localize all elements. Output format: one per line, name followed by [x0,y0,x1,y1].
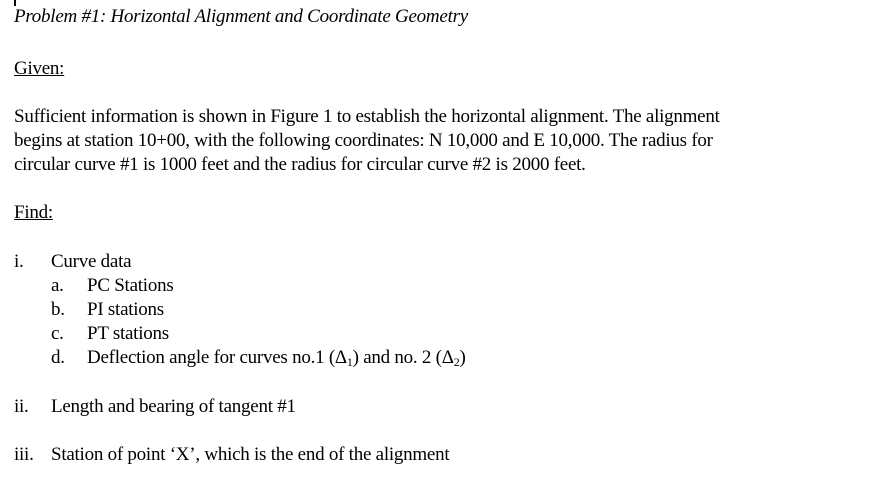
sublist-marker: d. [51,347,65,368]
sublist-item-pi-stations: PI stations [87,299,164,320]
sublist-item-pc-stations: PC Stations [87,275,174,296]
list-item-curve-data: Curve data [51,251,132,272]
sublist-marker: a. [51,275,64,296]
sublist-marker: b. [51,299,65,320]
delta-subscript-2: 2 [453,355,460,369]
delta-subscript-1: 1 [346,355,353,369]
list-marker: iii. [14,444,34,465]
sublist-marker: c. [51,323,64,344]
deflection-text-end: ) [459,347,466,368]
sublist-item-pt-stations: PT stations [87,323,169,344]
list-marker: ii. [14,396,29,417]
given-line: circular curve #1 is 1000 feet and the radius for circular curve #2 is 2000 feet. [14,154,586,175]
sublist-item-deflection-angle [87,347,466,369]
given-paragraph [14,105,720,177]
deflection-text-mid: ) and no. 2 (Δ [352,347,454,368]
list-marker: i. [14,251,24,272]
find-heading: Find: [14,202,53,223]
list-item-point-x: Station of point ‘X’, which is the end of the alignment [51,444,450,465]
list-item-tangent: Length and bearing of tangent #1 [51,396,296,417]
given-line: Sufficient information is shown in Figure 1 to establish the horizontal alignment. The alignment [14,106,720,127]
deflection-text-start: Deflection angle for curves no.1 (Δ [87,347,347,368]
given-heading: Given: [14,58,65,79]
given-line: begins at station 10+00, with the following coordinates: N 10,000 and E 10,000. The radius for [14,130,713,151]
problem-title: Problem #1: Horizontal Alignment and Coordinate Geometry [14,6,468,27]
